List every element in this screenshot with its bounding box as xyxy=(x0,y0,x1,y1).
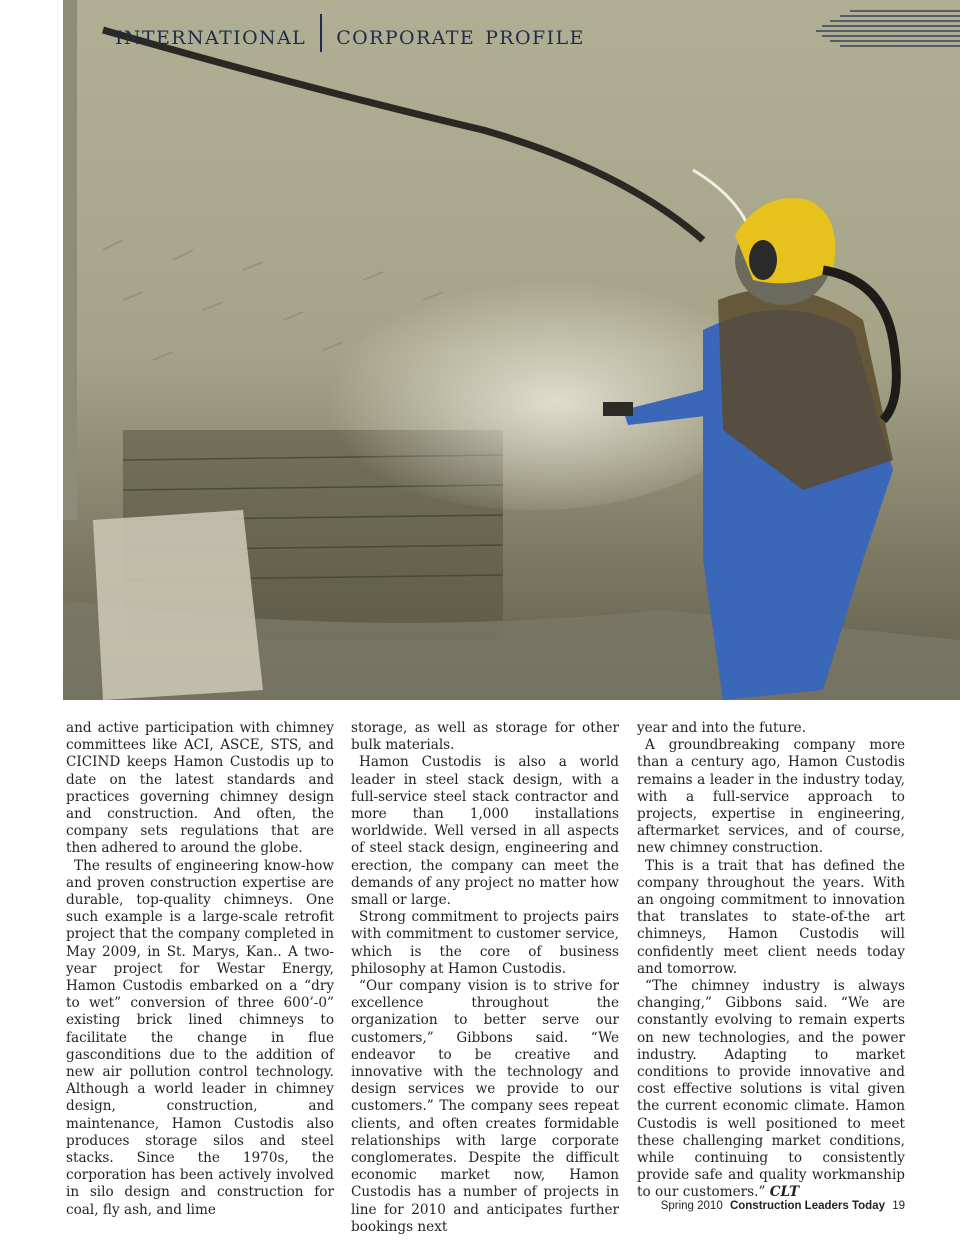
footer-publication: Construction Leaders Today xyxy=(729,1200,885,1212)
paragraph: A groundbreaking company more than a century ago, Hamon Custodis remains a leader in the industry today, with a full-service approach to projects, expertise in engineering, aftermarket services, and of course, new chimney construction. xyxy=(637,737,905,857)
closing-paragraph xyxy=(637,978,905,1202)
paragraph: The results of engineering know-how and proven construction expertise are durable, top-quality chimneys. One such example is a large-scale retrofit project that the company completed in May 2009, in St. Marys, Kan.. A two-year project for Westar Energy, Hamon Custodis embarked on a “dry to wet” conversion of three 600’-0” existing brick lined chimneys to facilitate the change in flue gasconditions due to the addition of new air pollution control technology. Although a world leader in chimney design, construction, and maintenance, Hamon Custodis also produces storage silos and steel stacks. Since the 1970s, the corporation has been actively involved in silo design and construction for coal, fly ash, and lime xyxy=(66,857,334,1218)
paragraph: Strong commitment to projects pairs with commitment to customer service, which is the core of business philosophy at Hamon Custodis. xyxy=(351,909,619,977)
closing-quote: “The chimney industry is always changing,” Gibbons said. “We are constantly evolving to remain experts on new technologies, and the power industry. Adapting to market conditions to provide innovative and cost effective solutions is vital given the current economic climate. Hamon Custodis is well positioned to meet these challenging market conditions, while continuing to consistently provide safe and quality workmanship to our customers.” xyxy=(637,978,905,1201)
signoff-mark: CLT xyxy=(769,1184,800,1201)
footer-issue: Spring 2010 xyxy=(660,1200,723,1212)
worker-spraying-photo xyxy=(63,0,960,700)
paragraph: “Our company vision is to strive for excellence throughout the organization to better serve our customers,” Gibbons said. “We endeavor to be creative and innovative with the technology and design services we provide to our customers.” The company sees repeat clients, and often creates formidable relationships with large corporate conglomerates. Despite the difficult economic market now, Hamon Custodis has a number of projects in line for 2010 and anticipates further bookings next xyxy=(351,978,619,1235)
article-photo xyxy=(63,0,960,700)
header-stripes-icon xyxy=(810,8,960,52)
paragraph: and active participation with chimney committees like ACI, ASCE, STS, and CICIND keeps Hamon Custodis up to date on the latest standards and practices governing chimney design and construction. And often, the company sets regulations that are then adhered to around the globe. xyxy=(66,720,334,857)
page-number: 19 xyxy=(892,1200,905,1212)
header-category-label: corporate profile xyxy=(336,20,585,51)
header-title xyxy=(115,14,585,52)
paragraph: Hamon Custodis is also a world leader in steel stack design, with a full-service steel stack contractor and more than 1,000 installations worldwide. Well versed in all aspects of steel stack design, engineering and erection, the company can meet the demands of any project no matter how small or large. xyxy=(351,754,619,909)
article-column-3 xyxy=(637,720,905,1202)
header-divider xyxy=(320,14,322,52)
header-section-label: international xyxy=(115,20,307,51)
article-column-2 xyxy=(351,720,619,1236)
paragraph: This is a trait that has defined the company throughout the years. With an ongoing commitment to innovation that translates to state-of-the art chimneys, Hamon Custodis will confidently meet client needs today and tomorrow. xyxy=(637,857,905,977)
article-column-1 xyxy=(66,720,334,1219)
page-footer xyxy=(661,1200,905,1212)
paragraph: storage, as well as storage for other bulk materials. xyxy=(351,720,619,754)
paragraph: year and into the future. xyxy=(637,720,807,736)
section-header xyxy=(63,0,960,62)
